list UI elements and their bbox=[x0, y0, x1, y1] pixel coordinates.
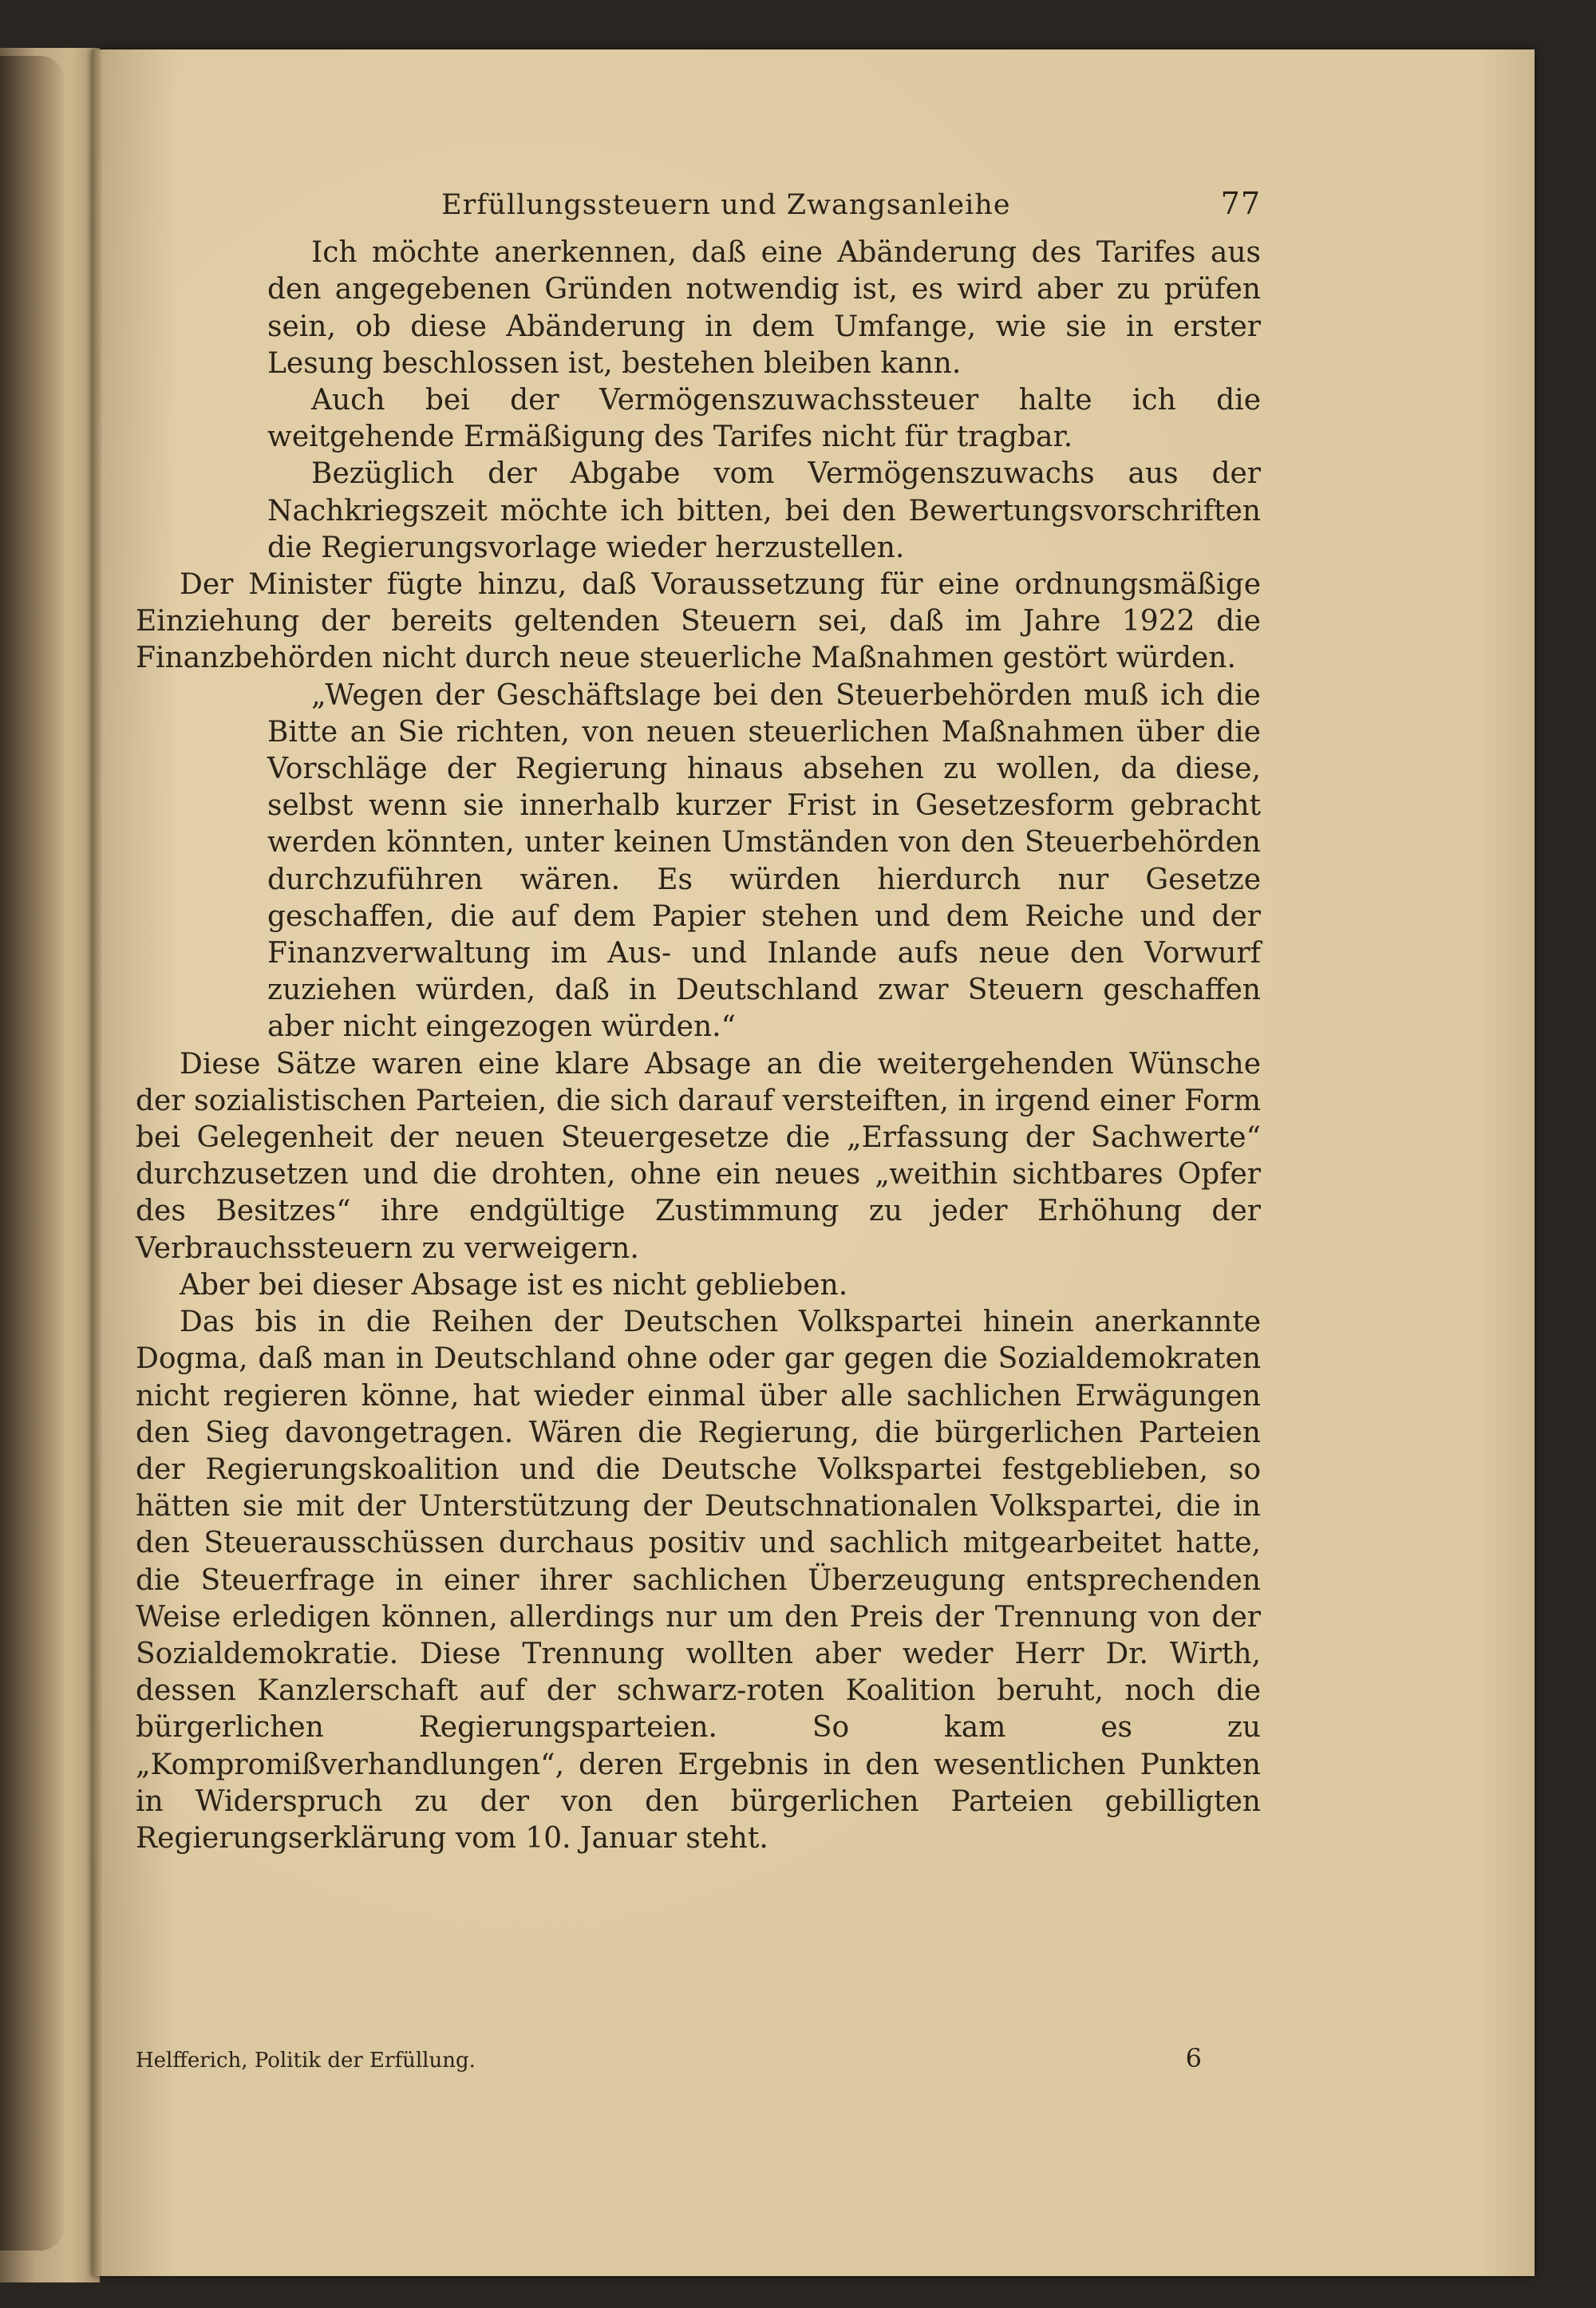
sheet-number: 6 bbox=[1185, 2043, 1202, 2073]
paragraph-absage: Diese Sätze waren eine klare Absage an die weitergehenden Wünsche der sozialistischen Parteien, die sich darauf versteiften, in irgend einer Form bei Gelegenheit der neuen Steuergesetze die „Erfassung der Sachwerte“ durchzusetzen und die drohten, ohne ein neues „weithin sichtbares Opfer des Besitzes“ ihre endgültige Zustimmung zu jeder Erhöhung der Verbrauchssteuern zu verweigern. bbox=[136, 1047, 1261, 1265]
spine-shadow bbox=[92, 49, 103, 2276]
running-title: Erfüllungssteuern und Zwangsanleihe bbox=[441, 189, 1011, 221]
page-footer bbox=[136, 2043, 1202, 2073]
paragraph-quote-4: „Wegen der Geschäftslage bei den Steuerbehörden muß ich die Bitte an Sie richten, von neuen steuerlichen Maßnahmen über die Vorschläge der Regierung hinaus absehen zu wollen, da diese, selbst wenn sie innerhalb kurzer Frist in Gesetzesform gebracht werden könnten, unter keinen Umständen von den Steuerbehörden durchzuführen wären. Es würden hierdurch nur Gesetze geschaffen, die auf dem Papier stehen und dem Reiche und der Finanzverwaltung im Aus- und Inlande aufs neue den Vorwurf zuziehen würden, daß in Deutschland zwar Steuern geschaffen aber nicht eingezogen würden.“ bbox=[267, 678, 1261, 1044]
paragraph-minister: Der Minister fügte hinzu, daß Voraussetzung für eine ordnungsmäßige Einziehung der bereits geltenden Steuern sei, daß im Jahre 1922 die Finanzbehörden nicht durch neue steuerliche Maßnahmen gestört würden. bbox=[136, 568, 1261, 675]
page-content bbox=[136, 185, 1261, 1857]
facing-page-shadow bbox=[0, 56, 64, 2251]
paragraph-quote-3: Bezüglich der Abgabe vom Vermögenszuwachs aus der Nachkriegszeit möchte ich bitten, bei den Bewertungsvorschriften die Regierungsvorlage wieder herzustellen. bbox=[267, 457, 1261, 564]
paragraph-quote-1: Ich möchte anerkennen, daß eine Abänderung des Tarifes aus den angegebenen Gründen notwendig ist, es wird aber zu prüfen sein, ob diese Abänderung in dem Umfange, wie sie in erster Lesung beschlossen ist, bestehen bleiben kann. bbox=[267, 236, 1261, 380]
paragraph-quote-2: Auch bei der Vermögenszuwachssteuer halte ich die weitgehende Ermäßigung des Tarifes nicht für tragbar. bbox=[267, 384, 1261, 454]
footer-signature: Helfferich, Politik der Erfüllung. bbox=[136, 2049, 476, 2073]
page-number: 77 bbox=[1220, 186, 1261, 221]
paragraph-dogma: Das bis in die Reihen der Deutschen Volkspartei hinein anerkannte Dogma, daß man in Deutschland ohne oder gar gegen die Sozialdemokraten nicht regieren könne, hat wieder einmal über alle sachlichen Erwägungen den Sieg davongetragen. Wären die Regierung, die bürgerlichen Parteien der Regierungskoalition und die Deutsche Volkspartei festgeblieben, so hätten sie mit der Unterstützung der Deutschnationalen Volkspartei, die in den Steuerausschüssen durchaus positiv und sachlich mitgearbeitet hatte, die Steuerfrage in einer ihrer sachlichen Überzeugung entsprechenden Weise erledigen können, allerdings nur um den Preis der Trennung von der Sozialdemokratie. Diese Trennung wollten aber weder Herr Dr. Wirth, dessen Kanzlerschaft auf der schwarz-roten Koalition beruht, noch die bürgerlichen Regierungsparteien. So kam es zu „Kompromißverhandlungen“, deren Ergebnis in den wesentlichen Punkten in Widerspruch zu der von den bürgerlichen Parteien gebilligten Regierungserklärung vom 10. Januar steht. bbox=[136, 1306, 1261, 1855]
paragraph-geblieben: Aber bei dieser Absage ist es nicht geblieben. bbox=[180, 1268, 848, 1302]
running-header bbox=[136, 185, 1261, 223]
